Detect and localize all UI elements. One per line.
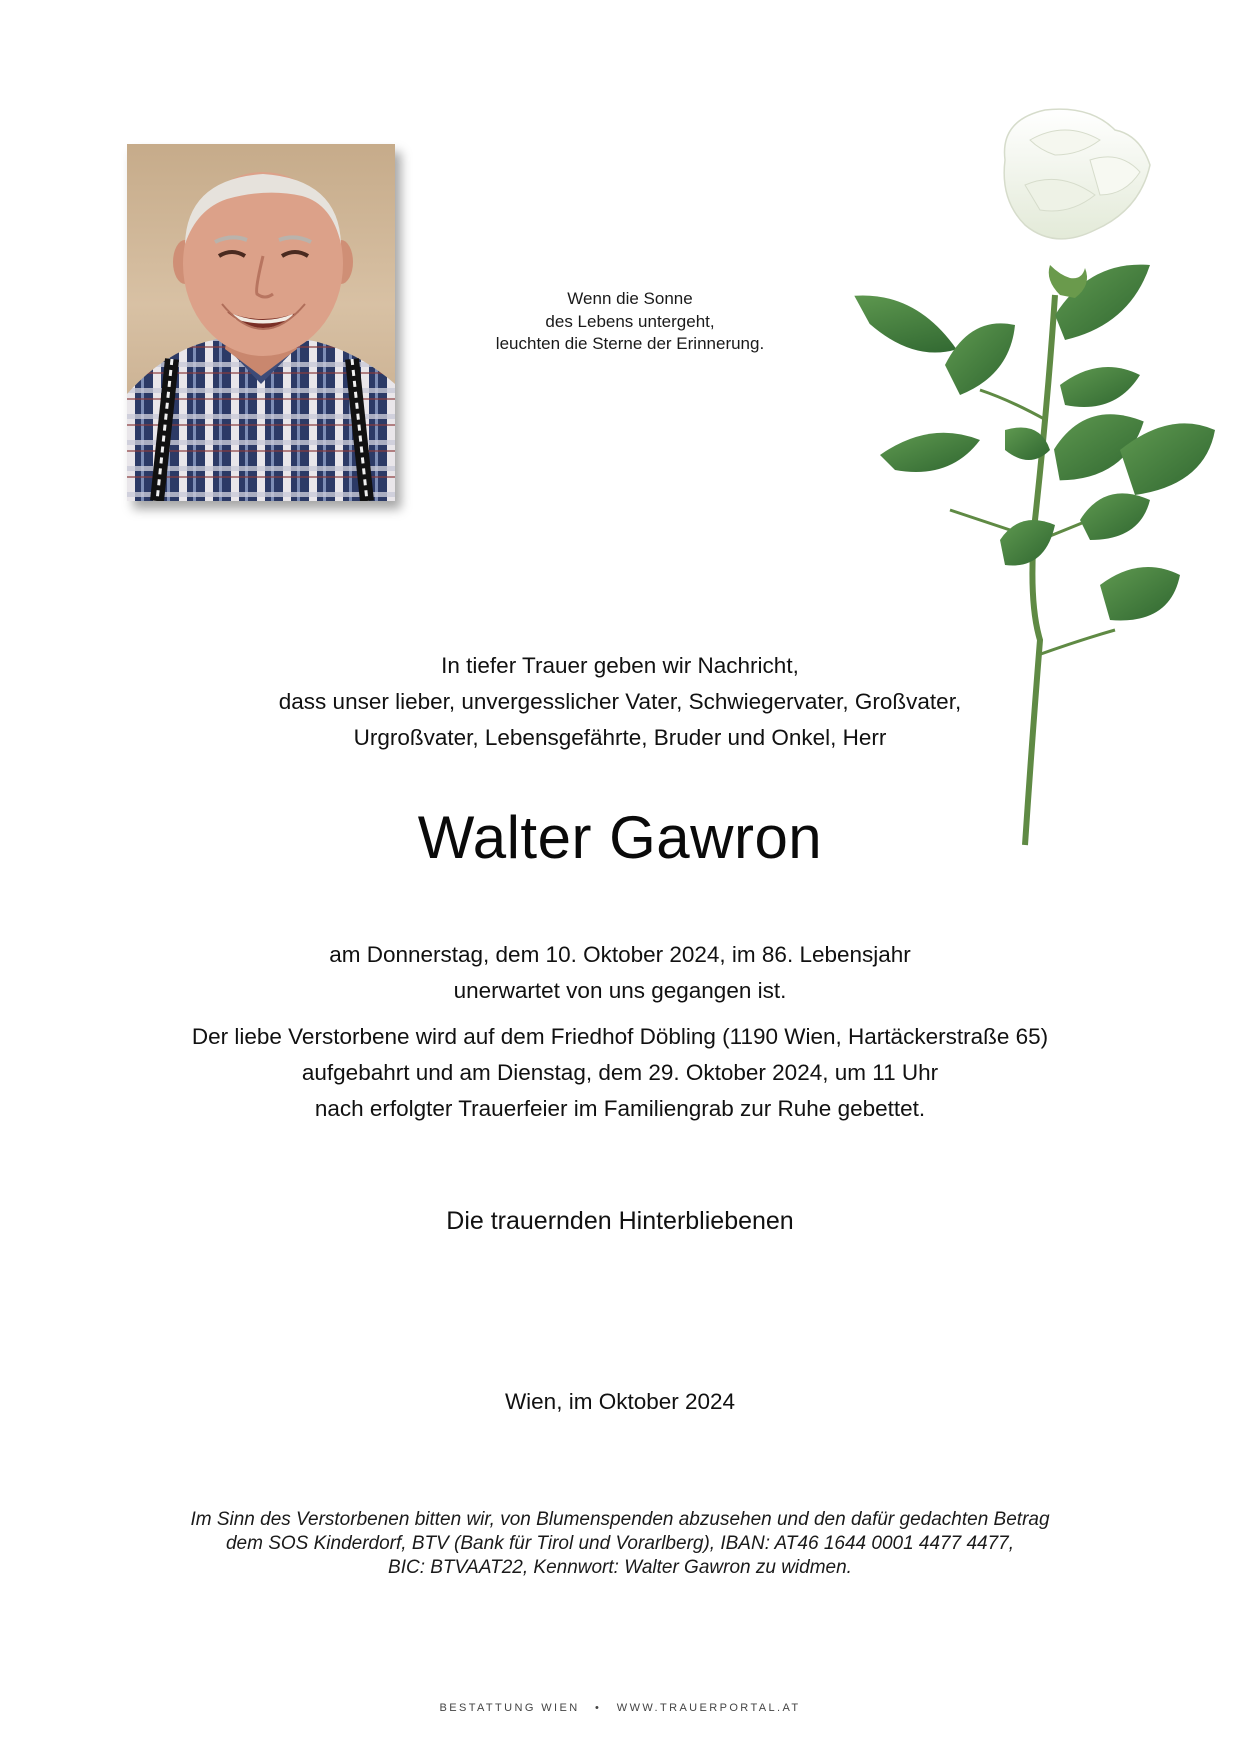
footer-website-link[interactable]: WWW.TRAUERPORTAL.AT [616,1702,801,1714]
mourners-signature: Die trauernden Hinterbliebenen [446,1207,794,1235]
footer-separator: • [595,1702,602,1714]
burial-info [150,1019,1090,1127]
death-line: am Donnerstag, dem 10. Oktober 2024, im 86. Lebensjahr [329,942,911,967]
announcement-intro [200,648,1040,756]
footer [300,1702,940,1714]
footer-company: BESTATTUNG WIEN [439,1702,580,1714]
place-date: Wien, im Oktober 2024 [504,1389,736,1414]
intro-line: In tiefer Trauer geben wir Nachricht, [441,653,799,678]
death-line: unerwartet von uns gegangen ist. [453,978,787,1003]
donation-line: BIC: BTVAAT22, Kennwort: Walter Gawron zu widmen. [388,1557,852,1578]
memorial-quote [430,288,830,356]
quote-line: des Lebens untergeht, [545,311,715,331]
deceased-name: Walter Gawron [417,804,823,871]
burial-line: aufgebahrt und am Dienstag, dem 29. Oktober 2024, um 11 Uhr [301,1060,939,1085]
burial-line: nach erfolgter Trauerfeier im Familiengrab zur Ruhe gebettet. [314,1096,926,1121]
quote-line: Wenn die Sonne [567,289,693,308]
portrait-illustration [127,144,395,501]
donation-request [120,1508,1120,1580]
intro-line: Urgroßvater, Lebensgefährte, Bruder und Onkel, Herr [353,725,887,750]
intro-line: dass unser lieber, unvergesslicher Vater, Schwiegervater, Großvater, [278,689,962,714]
portrait-photo [127,144,395,501]
quote-line: leuchten die Sterne der Erinnerung. [495,334,765,353]
donation-line: dem SOS Kinderdorf, BTV (Bank für Tirol und Vorarlberg), IBAN: AT46 1644 0001 4477 4477, [225,1533,1015,1554]
burial-line: Der liebe Verstorbene wird auf dem Friedhof Döbling (1190 Wien, Hartäckerstraße 65) [191,1024,1049,1049]
donation-line: Im Sinn des Verstorbenen bitten wir, von Blumenspenden abzusehen und den dafür gedachten Betrag [190,1509,1050,1530]
death-notice [150,937,1090,1009]
